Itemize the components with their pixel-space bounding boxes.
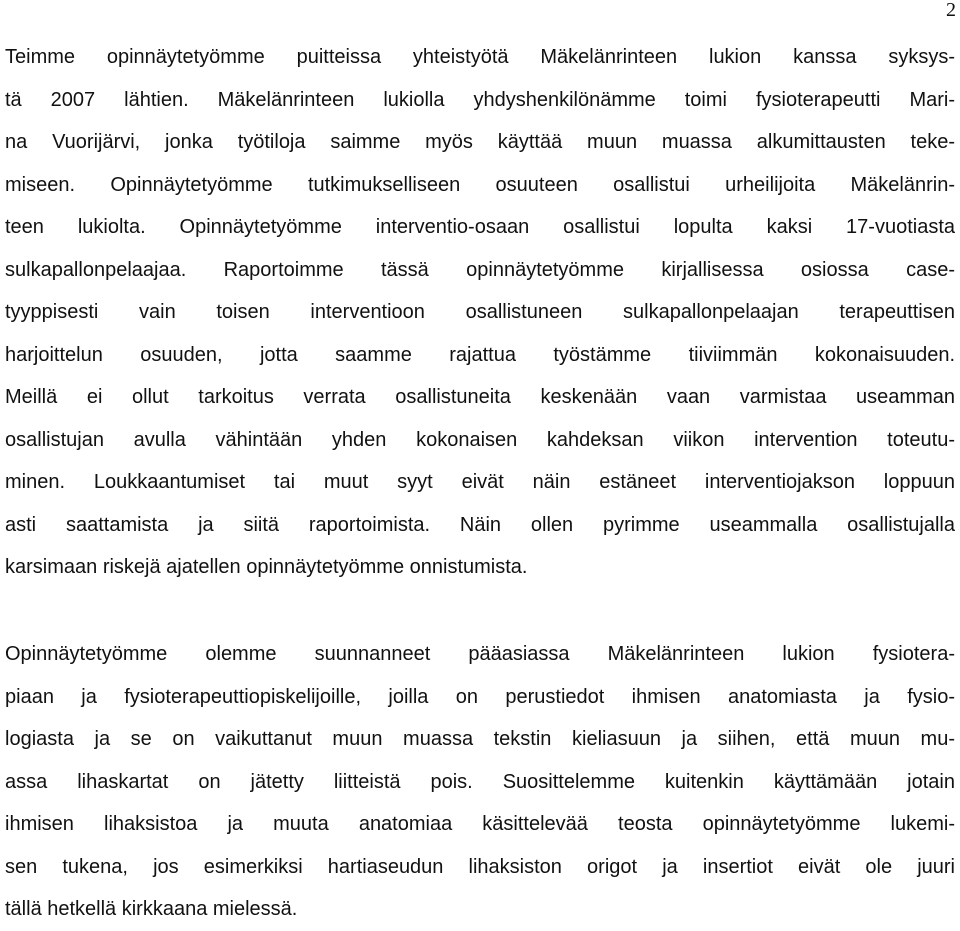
text-line: logiasta ja se on vaikuttanut muun muassa tekstin kieliasuun ja siihen, että muun mu- (5, 728, 955, 750)
paragraph-1 (5, 36, 955, 589)
text-line: osallistujan avulla vähintään yhden kokonaisen kahdeksan viikon intervention toteutu- (5, 428, 955, 451)
text-line: asti saattamista ja siitä raportoimista. Näin ollen pyrimme useammalla osallistujalla (5, 513, 955, 536)
text-line: sen tukena, jos esimerkiksi hartiaseudun lihaksiston origot ja insertiot eivät ole juuri (5, 855, 955, 878)
text-line: Opinnäytetyömme olemme suunnanneet pääasiassa Mäkelänrinteen lukion fysiotera- (5, 643, 955, 665)
text-line: harjoittelun osuuden, jotta saamme rajattua työstämme tiiviimmän kokonaisuuden. (5, 343, 955, 366)
text-line: tällä hetkellä kirkkaana mielessä. (5, 898, 298, 920)
text-line: tä 2007 lähtien. Mäkelänrinteen lukiolla yhdyshenkilönämme toimi fysioterapeutti Mari- (5, 88, 955, 111)
text-line: minen. Loukkaantumiset tai muut syyt eivät näin estäneet interventiojakson loppuun (5, 471, 955, 493)
text-line: Teimme opinnäytetyömme puitteissa yhteistyötä Mäkelänrinteen lukion kanssa syksys- (5, 46, 955, 68)
text-line: Meillä ei ollut tarkoitus verrata osallistuneita keskenään vaan varmistaa useamman (5, 386, 955, 408)
text-line: ihmisen lihaksistoa ja muuta anatomiaa käsittelevää teosta opinnäytetyömme lukemi- (5, 813, 955, 835)
text-line: teen lukiolta. Opinnäytetyömme interventio-osaan osallistui lopulta kaksi 17-vuotiasta (5, 216, 955, 238)
page-number: 2 (946, 0, 956, 21)
paragraph-2 (5, 633, 955, 931)
text-line: karsimaan riskejä ajatellen opinnäytetyömme onnistumista. (5, 556, 528, 578)
text-line: tyyppisesti vain toisen interventioon osallistuneen sulkapallonpelaajan terapeuttisen (5, 301, 955, 323)
text-line: na Vuorijärvi, jonka työtiloja saimme myös käyttää muun muassa alkumittausten teke- (5, 131, 955, 153)
text-line: miseen. Opinnäytetyömme tutkimukselliseen osuuteen osallistui urheilijoita Mäkelänrin- (5, 173, 955, 196)
text-line: piaan ja fysioterapeuttiopiskelijoille, joilla on perustiedot ihmisen anatomiasta ja fysio- (5, 685, 955, 708)
text-line: sulkapallonpelaajaa. Raportoimme tässä opinnäytetyömme kirjallisessa osiossa case- (5, 258, 955, 281)
text-line: assa lihaskartat on jätetty liitteistä pois. Suosittelemme kuitenkin käyttämään jotain (5, 770, 955, 793)
